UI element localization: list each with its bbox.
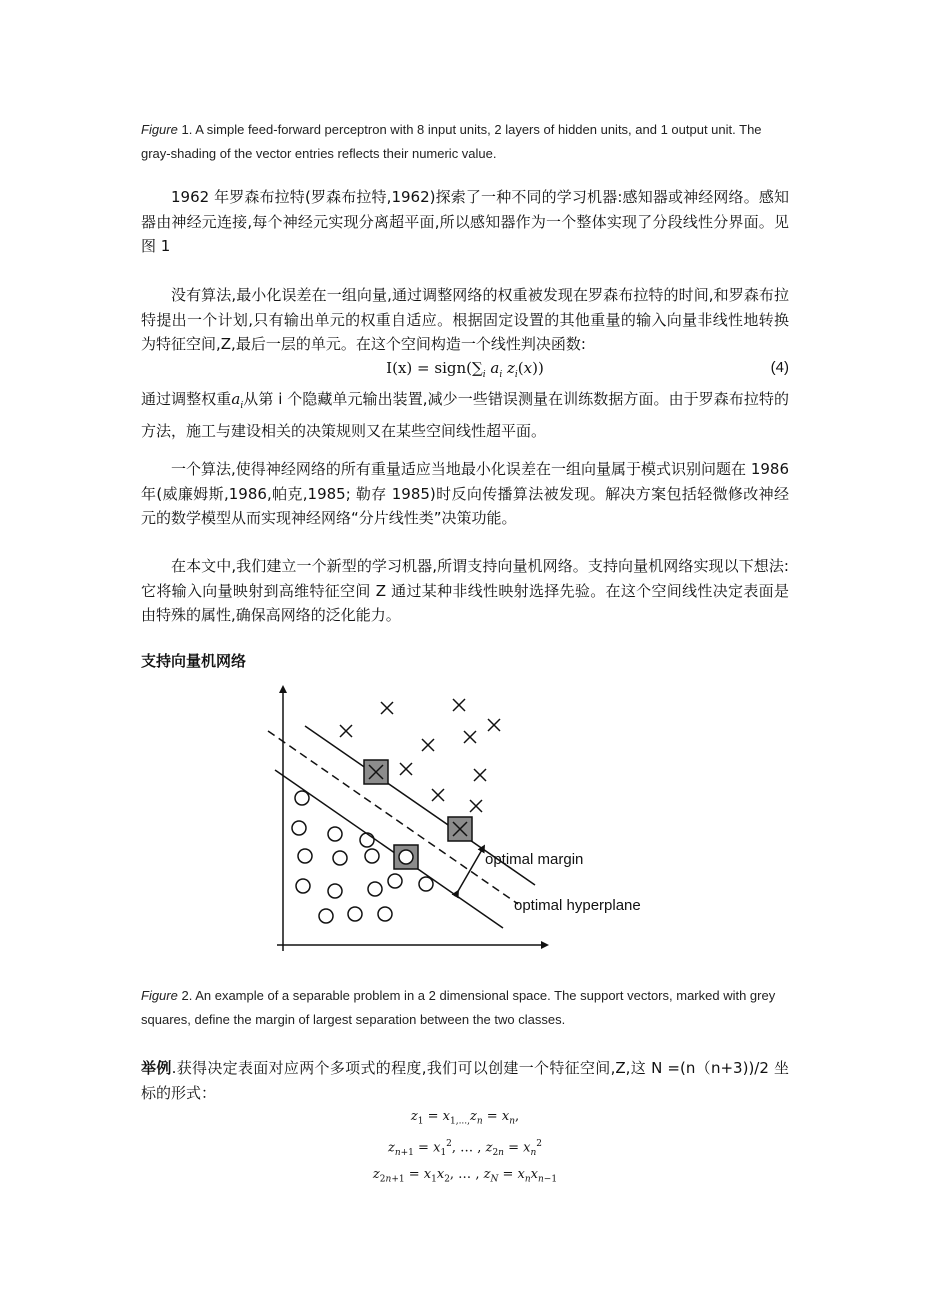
weight-symbol: $a_i$ bbox=[231, 390, 244, 411]
cross-points bbox=[340, 699, 500, 812]
figure1-label: Figure bbox=[141, 122, 178, 137]
figure2-label: Figure bbox=[141, 988, 178, 1003]
figure2-caption bbox=[141, 984, 789, 1032]
equation-4-body: $I(x) = sign(\sum_i$ $a_i$ $z_i(x)$) bbox=[386, 359, 544, 380]
section-heading: 支持向量机网络 bbox=[141, 652, 247, 670]
example-text: .获得决定表面对应两个多项式的程度,我们可以创建一个特征空间,Z,这 N =(n（n+3))/2 坐标的形式： bbox=[141, 1059, 789, 1102]
equation-line-2: $z_{n+1} = x_1^2$, … , $z_{2n} = x_n^2$ bbox=[387, 1138, 543, 1158]
paragraph-4: 一个算法,使得神经网络的所有重量适应当地最小化误差在一组向量属于模式识别问题在 1986 年(威廉姆斯,1986,帕克,1985; 勒存 1985)时反向传播算法被发现。解决方案包括轻微修改神经元的数学模型从而实现神经网络“分片线性类”决策功能。 bbox=[141, 460, 789, 527]
label-optimal-hyperplane: optimal hyperplane bbox=[514, 897, 641, 914]
paragraph-3-end: 从第 i 个隐藏单元输出装置,减少一些错误测量在训练数据方面。由于罗森布拉特的方法，施工与建设相关的决策规则又在某些空间线性超平面。 bbox=[141, 390, 789, 440]
paragraph-2: 没有算法,最小化误差在一组向量,通过调整网络的权重被发现在罗森布拉特的时间,和罗森布拉特提出一个计划,只有输出单元的权重自适应。根据固定设置的其他重量的输入向量非线性地转换为特征空间,Z,最后一层的单元。在这个空间构造一个线性判决函数: bbox=[141, 286, 789, 353]
example-paragraph bbox=[141, 1056, 789, 1105]
figure2-text: 2. An example of a separable problem in a 2 dimensional space. The support vectors, marked with grey squares, define the margin of largest separation between the two classes. bbox=[141, 988, 776, 1027]
support-vector-cross-1 bbox=[364, 760, 388, 784]
support-vector-cross-2 bbox=[448, 817, 472, 841]
feature-equations bbox=[141, 1106, 789, 1190]
paragraph-3 bbox=[141, 387, 789, 443]
figure1-caption bbox=[141, 118, 789, 166]
equation-line-1: $z_1 = x_{1,...,}z_n = x_n$, bbox=[410, 1109, 520, 1127]
paragraph-3-start: 通过调整权重 bbox=[141, 390, 232, 408]
hyperplane-line bbox=[268, 731, 518, 904]
support-vector-circle bbox=[394, 845, 418, 869]
paragraph-5: 在本文中,我们建立一个新型的学习机器,所谓支持向量机网络。支持向量机网络实现以下想法: 它将输入向量映射到高维特征空间 Z 通过某种非线性映射选择先验。在这个空间线性决定表面是由特殊的属性,确保高网络的泛化能力。 bbox=[141, 557, 789, 624]
figure1-text: 1. A simple feed-forward perceptron with 8 input units, 2 layers of hidden units, and 1 output unit. The gray-shading of the vector entries reflects their numeric value. bbox=[141, 122, 762, 161]
margin-arrow bbox=[457, 848, 483, 893]
label-optimal-margin: optimal margin bbox=[485, 851, 584, 868]
paragraph-1: 1962 年罗森布拉特(罗森布拉特,1962)探索了一种不同的学习机器:感知器或神经网络。感知器由神经元连接,每个神经元实现分离超平面,所以感知器作为一个整体实现了分段线性分界面。见图 1 bbox=[141, 188, 789, 255]
equation-4 bbox=[141, 356, 789, 380]
equation-line-3: $z_{2n+1} = x_1x_2$, … , $z_N = x_nx_{n-1}$ bbox=[372, 1166, 558, 1185]
svm-figure bbox=[263, 683, 663, 958]
example-label: 举例 bbox=[141, 1059, 172, 1077]
lower-margin-line bbox=[275, 770, 503, 928]
equation-4-number: (4) bbox=[770, 359, 789, 376]
